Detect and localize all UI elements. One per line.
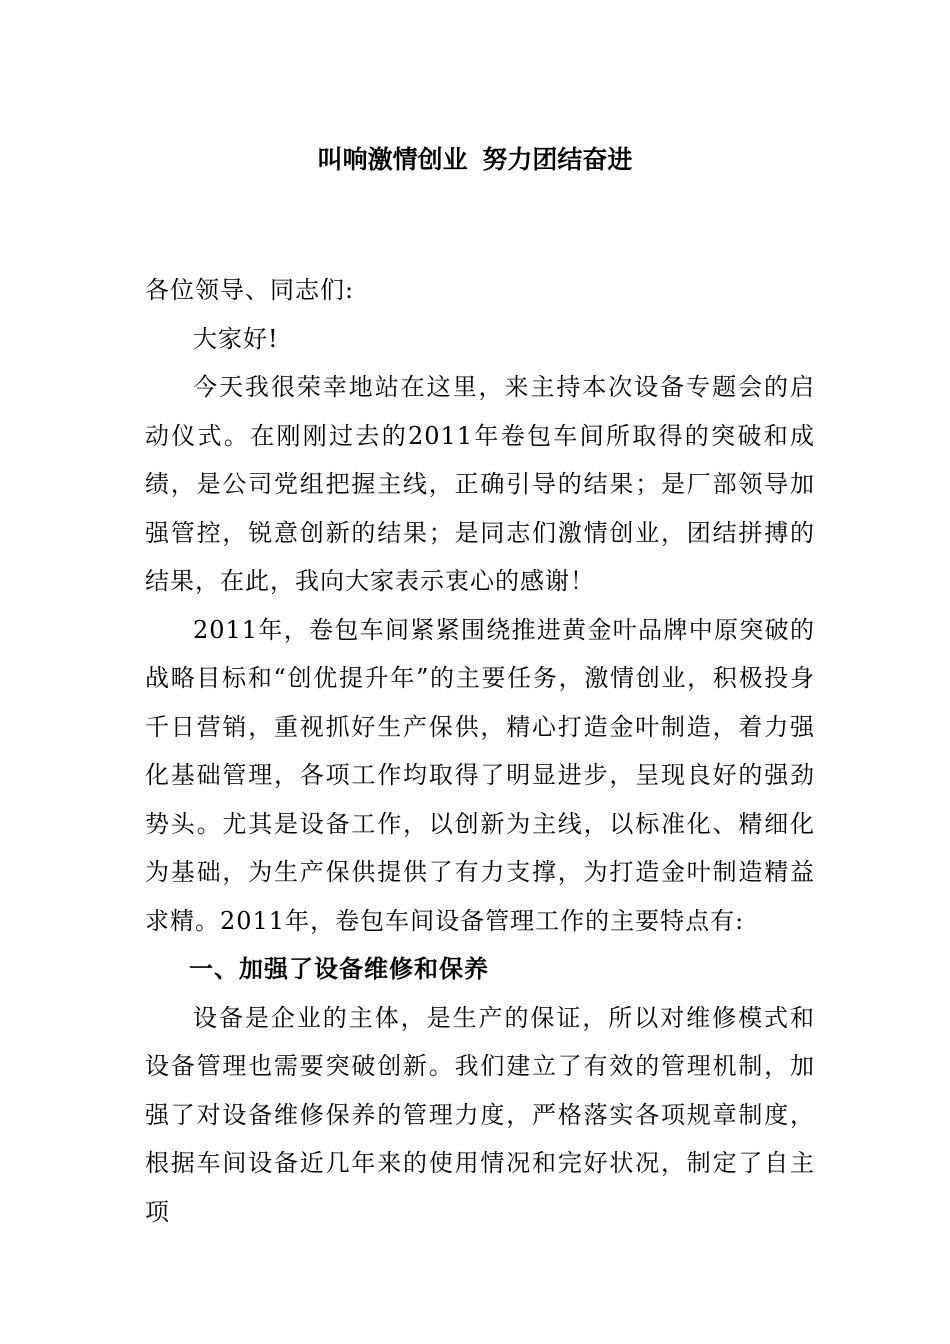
paragraph-opening: 今天我很荣幸地站在这里，来主持本次设备专题会的启动仪式。在刚刚过去的2011年卷包车间所取得的突破和成绩，是公司党组把握主线，正确引导的结果；是厂部领导加强管控，锐意创新的结果；是同志们激情创业，团结拼搏的结果，在此，我向大家表示衷心的感谢！ [145, 373, 815, 595]
greeting: 大家好! [193, 324, 279, 353]
document-title: 叫响激情创业 努力团结奋进 [317, 145, 633, 174]
section-heading: 一、加强了设备维修和保养 [189, 955, 489, 983]
paragraph-2011-summary: 2011年，卷包车间紧紧围绕推进黄金叶品牌中原突破的战略目标和“创优提升年”的主要任务，激情创业，积极投身千日营销，重视抓好生产保供，精心打造金叶制造，着力强化基础管理，各项工作均取得了明显进步，呈现良好的强劲势头。尤其是设备工作，以创新为主线，以标准化、精细化为基础，为生产保供提供了有力支撑，为打造金叶制造精益求精。2011年，卷包车间设备管理工作的主要特点有: [145, 615, 815, 935]
document-body [145, 266, 815, 1236]
salutation: 各位领导、同志们: [145, 276, 355, 304]
section-paragraph: 设备是企业的主体，是生产的保证，所以对维修模式和设备管理也需要突破创新。我们建立了有效的管理机制，加强了对设备维修保养的管理力度，严格落实各项规章制度，根据车间设备近几年来的使用情况和完好状况，制定了自主项 [145, 1003, 815, 1226]
